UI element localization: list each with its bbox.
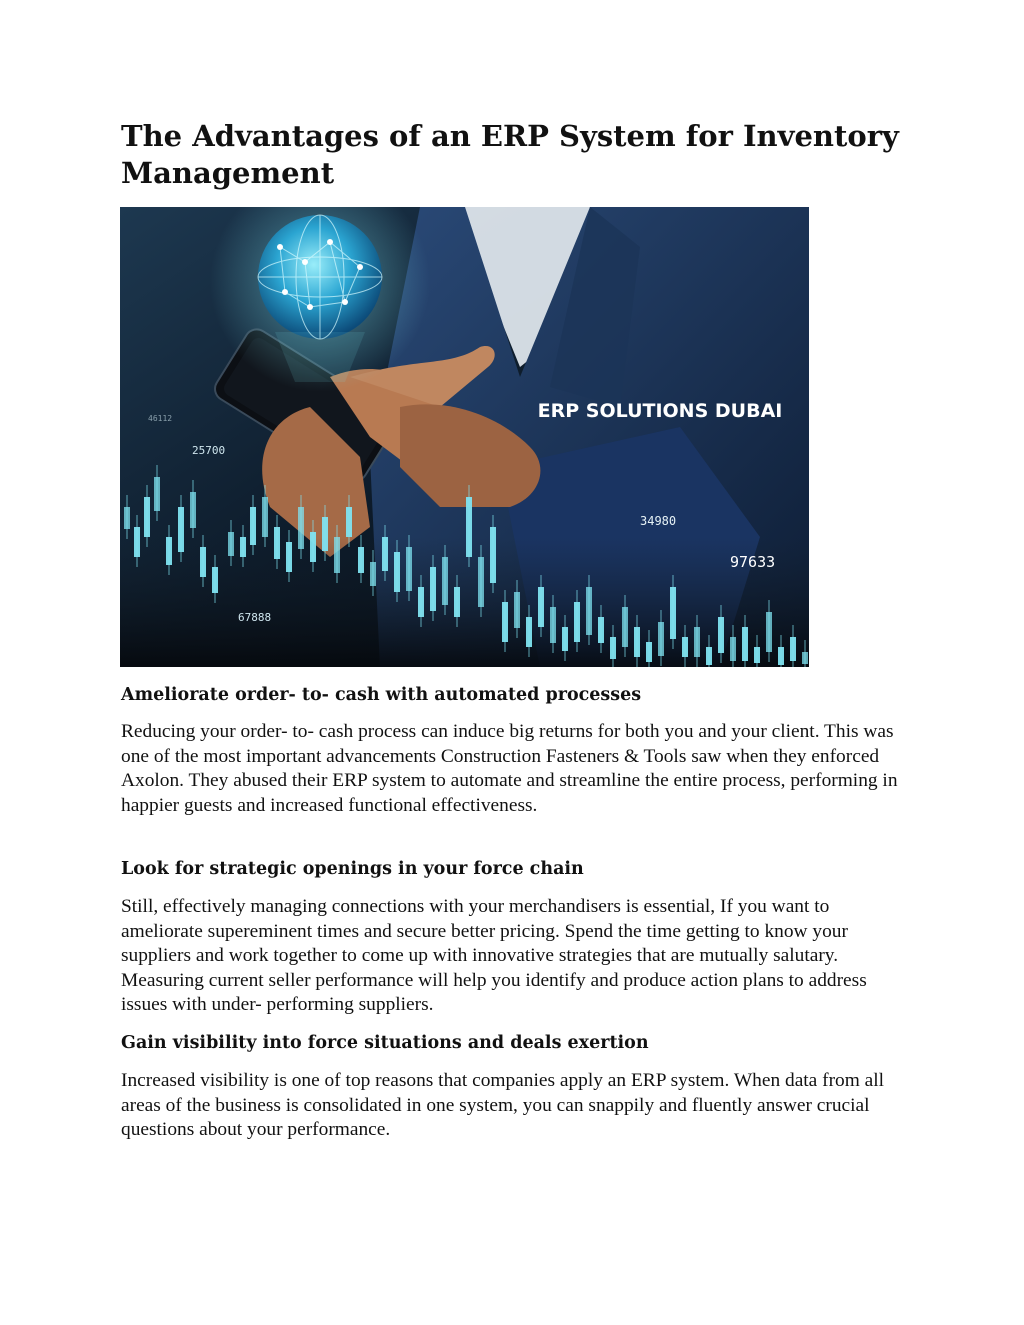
candle-body — [610, 637, 616, 659]
candle-body — [228, 532, 234, 556]
candle-body — [574, 602, 580, 642]
candle-body — [478, 557, 484, 607]
candle-body — [370, 562, 376, 586]
candle-body — [550, 607, 556, 643]
candle-body — [514, 592, 520, 628]
hero-number: 34980 — [640, 514, 677, 528]
candle-body — [778, 647, 784, 665]
candle-body — [502, 602, 508, 642]
candle-body — [134, 527, 140, 557]
candle-body — [286, 542, 292, 572]
hero-illustration — [120, 207, 809, 667]
section-body: Increased visibility is one of top reasons that companies apply an ERP system. When data from all areas of the business is consolidated in one system, you can snappily and fluently answer crucial questions about your performance. — [121, 1070, 885, 1140]
candle-body — [200, 547, 206, 577]
candle-body — [250, 507, 256, 545]
candle-body — [124, 507, 130, 529]
candle-body — [454, 587, 460, 617]
candle-body — [394, 552, 400, 592]
hero-overlay-text: ERP SOLUTIONS DUBAI — [537, 400, 783, 422]
candle-body — [382, 537, 388, 571]
candle-body — [166, 537, 172, 565]
candle-body — [730, 637, 736, 661]
candle-body — [212, 567, 218, 593]
candle-body — [490, 527, 496, 583]
candle-body — [598, 617, 604, 643]
candle-body — [190, 492, 196, 528]
candle-body — [538, 587, 544, 627]
hero-number: 46112 — [148, 414, 173, 423]
candle-body — [346, 507, 352, 537]
section-body: Still, effectively managing connections with your merchandisers is essential, If you want to ameliorate supereminent times and secure better pricing. Spend the time getting to know your suppliers and work together to come up with innovative strategies that are mutually salutary. Measuring current seller performance will help you identify and produce action plans to address issues with under- performing suppliers. — [121, 896, 867, 1015]
hero-image — [120, 207, 809, 667]
section-body: Reducing your order- to- cash process can induce big returns for both you and your client. This was one of the most important advancements Construction Fasteners & Tools saw when they enforced Axolon. They abused their ERP system to automate and streamline the entire process, performing in happier guests and increased functional effectiveness. — [121, 721, 898, 816]
candle-body — [682, 637, 688, 657]
candle-body — [586, 587, 592, 635]
candle-body — [144, 497, 150, 537]
hero-number: 67888 — [238, 611, 272, 624]
candle-body — [622, 607, 628, 647]
candle-body — [406, 547, 412, 591]
candle-body — [430, 567, 436, 611]
candle-body — [322, 517, 328, 551]
candle-body — [442, 557, 448, 605]
section-heading: Gain visibility into force situations and deals exertion — [121, 1033, 649, 1053]
candle-body — [754, 647, 760, 663]
candle-body — [790, 637, 796, 661]
section-heading: Ameliorate order- to- cash with automated processes — [121, 685, 642, 705]
candle-body — [178, 507, 184, 552]
candle-body — [634, 627, 640, 657]
candle-body — [766, 612, 772, 652]
candle-body — [418, 587, 424, 617]
hero-number: 97633 — [730, 553, 776, 571]
candle-body — [334, 537, 340, 573]
candle-body — [694, 627, 700, 657]
section-heading: Look for strategic openings in your force chain — [121, 859, 584, 879]
candle-body — [154, 477, 160, 511]
candle-body — [706, 647, 712, 665]
candle-body — [742, 627, 748, 661]
candle-body — [670, 587, 676, 639]
candle-body — [262, 497, 268, 537]
candle-body — [658, 622, 664, 656]
candle-body — [562, 627, 568, 651]
candle-body — [310, 532, 316, 562]
candle-body — [526, 617, 532, 647]
candle-body — [802, 652, 808, 664]
candle-body — [240, 537, 246, 557]
candle-body — [646, 642, 652, 662]
hero-number: 25700 — [192, 444, 226, 457]
candle-body — [298, 507, 304, 549]
candle-body — [718, 617, 724, 653]
candle-body — [358, 547, 364, 573]
candle-body — [466, 497, 472, 557]
page-title: The Advantages of an ERP System for Inventory Management — [121, 119, 899, 190]
candle-body — [274, 527, 280, 559]
